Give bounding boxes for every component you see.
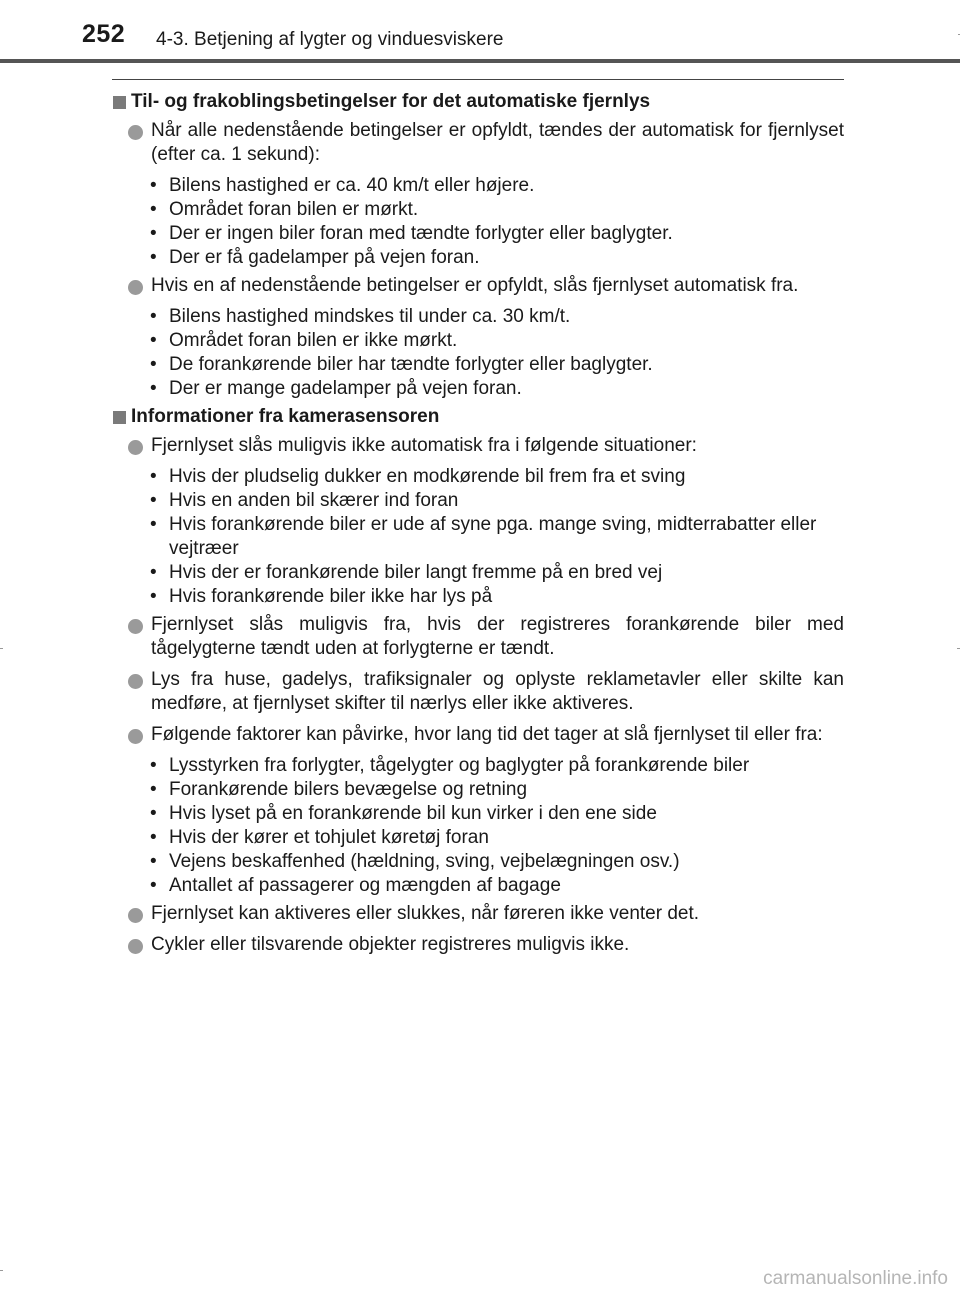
circle-bullet-icon [128,125,143,140]
bullet-list [112,465,844,609]
point-text: Fjernlyset slås muligvis fra, hvis der registreres forankørende biler med tågelygterne tændt uden at forlygterne er tændt. [151,614,844,659]
point-text: Når alle nedenstående betingelser er opfyldt, tændes der automatisk for fjernlyset (efter ca. 1 sekund): [151,120,844,165]
list-item: • Vejens beskaffenhed (hældning, sving, vejbelægningen osv.) [149,850,844,874]
section-heading-text: Til- og frakoblingsbetingelser for det automatiske fjernlys [131,91,651,112]
list-item: • Der er ingen biler foran med tændte forlygter eller baglygter. [149,222,844,246]
point-text: Fjernlyset kan aktiveres eller slukkes, når føreren ikke venter det. [151,903,700,924]
page-number: 252 [82,20,126,48]
list-item: • Antallet af passagerer og mængden af bagage [149,874,844,898]
list-item: • Hvis forankørende biler er ude af syne pga. mange sving, midterrabatter eller vejtræer [149,513,844,561]
list-item: • Hvis der kører et tohjulet køretøj foran [149,826,844,850]
crop-mark [0,648,3,649]
point-text: Fjernlyset slås muligvis ikke automatisk fra i følgende situationer: [151,435,697,456]
list-item: • Bilens hastighed mindskes til under ca. 30 km/t. [149,305,844,329]
point-item [112,119,844,167]
point-text: Lys fra huse, gadelys, trafiksignaler og oplyste reklametavler eller skilte kan medføre, at fjernlyset skifter til nærlys eller ikke aktiveres. [151,669,844,714]
list-item: • De forankørende biler har tændte forlygter eller baglygter. [149,353,844,377]
section-heading [112,405,844,429]
bullet-list [112,754,844,898]
point-item [112,434,844,458]
circle-bullet-icon [128,908,143,923]
chapter-title: 4-3. Betjening af lygter og vinduesviskere [156,29,504,50]
section-heading [112,90,844,114]
list-item: • Hvis der er forankørende biler langt fremme på en bred vej [149,561,844,585]
list-item: • Hvis forankørende biler ikke har lys på [149,585,844,609]
list-item: • Hvis en anden bil skærer ind foran [149,489,844,513]
circle-bullet-icon [128,939,143,954]
watermark: carmanualsonline.info [763,1268,948,1289]
point-item [112,668,844,716]
list-item: • Området foran bilen er mørkt. [149,198,844,222]
list-item: • Der er mange gadelamper på vejen foran. [149,377,844,401]
circle-bullet-icon [128,729,143,744]
list-item: • Der er få gadelamper på vejen foran. [149,246,844,270]
point-item [112,933,844,957]
point-text: Cykler eller tilsvarende objekter registreres muligvis ikke. [151,934,630,955]
list-item: • Bilens hastighed er ca. 40 km/t eller højere. [149,174,844,198]
point-text: Hvis en af nedenstående betingelser er opfyldt, slås fjernlyset automatisk fra. [151,275,799,296]
point-item [112,613,844,661]
point-text: Følgende faktorer kan påvirke, hvor lang tid det tager at slå fjernlyset til eller fra: [151,724,823,745]
circle-bullet-icon [128,280,143,295]
section-heading-text: Informationer fra kamerasensoren [131,406,440,427]
circle-bullet-icon [128,619,143,634]
list-item: • Hvis der pludselig dukker en modkørende bil frem fra et sving [149,465,844,489]
content-divider [112,79,844,80]
list-item: • Lysstyrken fra forlygter, tågelygter og baglygter på forankørende biler [149,754,844,778]
list-item: • Området foran bilen er ikke mørkt. [149,329,844,353]
list-item: • Forankørende bilers bevægelse og retning [149,778,844,802]
crop-mark [0,1270,3,1271]
point-item [112,902,844,926]
circle-bullet-icon [128,674,143,689]
page-header [0,0,960,62]
circle-bullet-icon [128,440,143,455]
square-bullet-icon [113,411,126,424]
square-bullet-icon [113,96,126,109]
header-divider [0,59,960,63]
bullet-list [112,305,844,401]
point-item [112,274,844,298]
page-content [112,88,844,964]
point-item [112,723,844,747]
bullet-list [112,174,844,270]
list-item: • Hvis lyset på en forankørende bil kun virker i den ene side [149,802,844,826]
